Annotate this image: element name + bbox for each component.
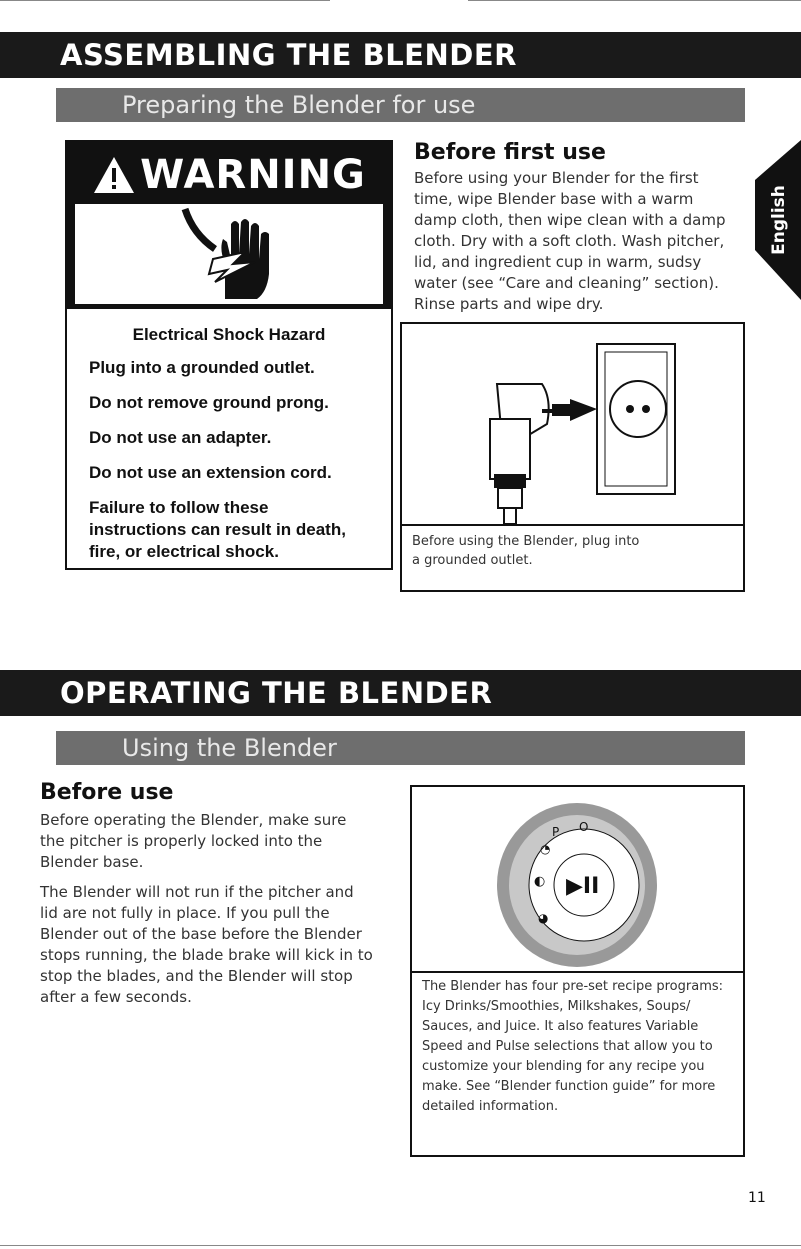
text-line: after a few seconds. <box>40 988 192 1006</box>
subsection-title-preparing <box>56 88 745 122</box>
section-title-text: OPERATING THE BLENDER <box>60 676 493 710</box>
outlet-figure <box>400 322 745 592</box>
pulse-label: P <box>552 825 560 839</box>
text-line: cloth. Dry with a soft cloth. Wash pitcher, <box>414 232 725 250</box>
warning-header <box>67 142 391 307</box>
warning-line: Do not use an extension cord. <box>89 463 332 482</box>
text-line: lid, and ingredient cup in warm, sudsy <box>414 253 702 271</box>
text-line: water (see “Care and cleaning” section). <box>414 274 719 292</box>
before-first-use-text <box>414 168 744 315</box>
text-line: Before operating the Blender, make sure <box>40 811 347 829</box>
warning-hazard: Electrical Shock Hazard <box>132 325 326 344</box>
text-line: the pitcher is properly locked into the <box>40 832 323 850</box>
outlet-caption <box>412 532 732 570</box>
text-line: stop the blades, and the Blender will stop <box>40 967 353 985</box>
text-line: damp cloth, then wipe clean with a damp <box>414 211 726 229</box>
dial-caption <box>422 977 740 1117</box>
caption-line: Before using the Blender, plug into <box>412 534 640 549</box>
warning-line: Failure to follow these <box>89 498 269 517</box>
section-title-operating <box>0 670 801 716</box>
text-line: stops running, the blade brake will kick in to <box>40 946 373 964</box>
section-title-assembling <box>0 32 801 78</box>
warning-line: Do not remove ground prong. <box>89 393 329 412</box>
language-tab <box>755 140 801 300</box>
subsection-title-using <box>56 731 745 765</box>
caption-line: Sauces, and Juice. It also features Variable <box>422 1019 699 1034</box>
caption-line: Icy Drinks/Smoothies, Milkshakes, Soups/ <box>422 999 691 1014</box>
subsection-title-text: Preparing the Blender for use <box>122 91 476 119</box>
section-title-text: ASSEMBLING THE BLENDER <box>60 38 517 72</box>
caption-line: detailed information. <box>422 1099 559 1114</box>
before-first-use-heading: Before first use <box>414 140 606 165</box>
icy-drink-icon: ◔ <box>540 842 551 856</box>
text-line: Blender base. <box>40 853 144 871</box>
warning-line: Do not use an adapter. <box>89 428 272 447</box>
language-tab-label: English <box>769 185 790 255</box>
warning-line: instructions can result in death, <box>89 520 346 539</box>
text-line: Rinse parts and wipe dry. <box>414 295 604 313</box>
shock-icon-area <box>75 204 383 304</box>
plug-outlet-illustration <box>402 324 743 524</box>
text-line: Blender out of the base before the Blender <box>40 925 362 943</box>
warning-line: fire, or electrical shock. <box>89 542 279 561</box>
text-line: time, wipe Blender base with a warm <box>414 190 694 208</box>
caption-line: make. See “Blender function guide” for more <box>422 1079 716 1094</box>
top-rule-right <box>468 0 801 5</box>
caption-line: Speed and Pulse selections that allow you to <box>422 1039 713 1054</box>
page-number: 11 <box>748 1190 766 1206</box>
subsection-title-text: Using the Blender <box>122 734 337 762</box>
milkshake-icon: ◐ <box>534 874 546 889</box>
text-line: Before using your Blender for the first <box>414 169 699 187</box>
warning-line: Plug into a grounded outlet. <box>89 358 315 377</box>
top-rule-left <box>0 0 330 5</box>
off-label: O <box>579 820 589 834</box>
text-line: lid are not fully in place. If you pull the <box>40 904 330 922</box>
control-dial-illustration <box>412 787 743 987</box>
juice-icon: ◕ <box>538 911 549 925</box>
electric-shock-hand-icon <box>75 204 383 304</box>
warning-triangle-icon <box>92 155 136 195</box>
caption-line: customize your blending for any recipe you <box>422 1059 705 1074</box>
before-use-text <box>40 810 390 1008</box>
dial-figure <box>410 785 745 1157</box>
caption-line: a grounded outlet. <box>412 553 533 568</box>
warning-lines <box>89 357 389 563</box>
play-pause-icon: ▶II <box>566 874 600 899</box>
before-use-heading: Before use <box>40 780 174 805</box>
warning-title: WARNING <box>140 152 366 198</box>
bottom-rule <box>0 1245 801 1246</box>
warning-box <box>65 140 393 570</box>
text-line: The Blender will not run if the pitcher and <box>40 883 354 901</box>
caption-line: The Blender has four pre-set recipe programs: <box>422 979 724 994</box>
